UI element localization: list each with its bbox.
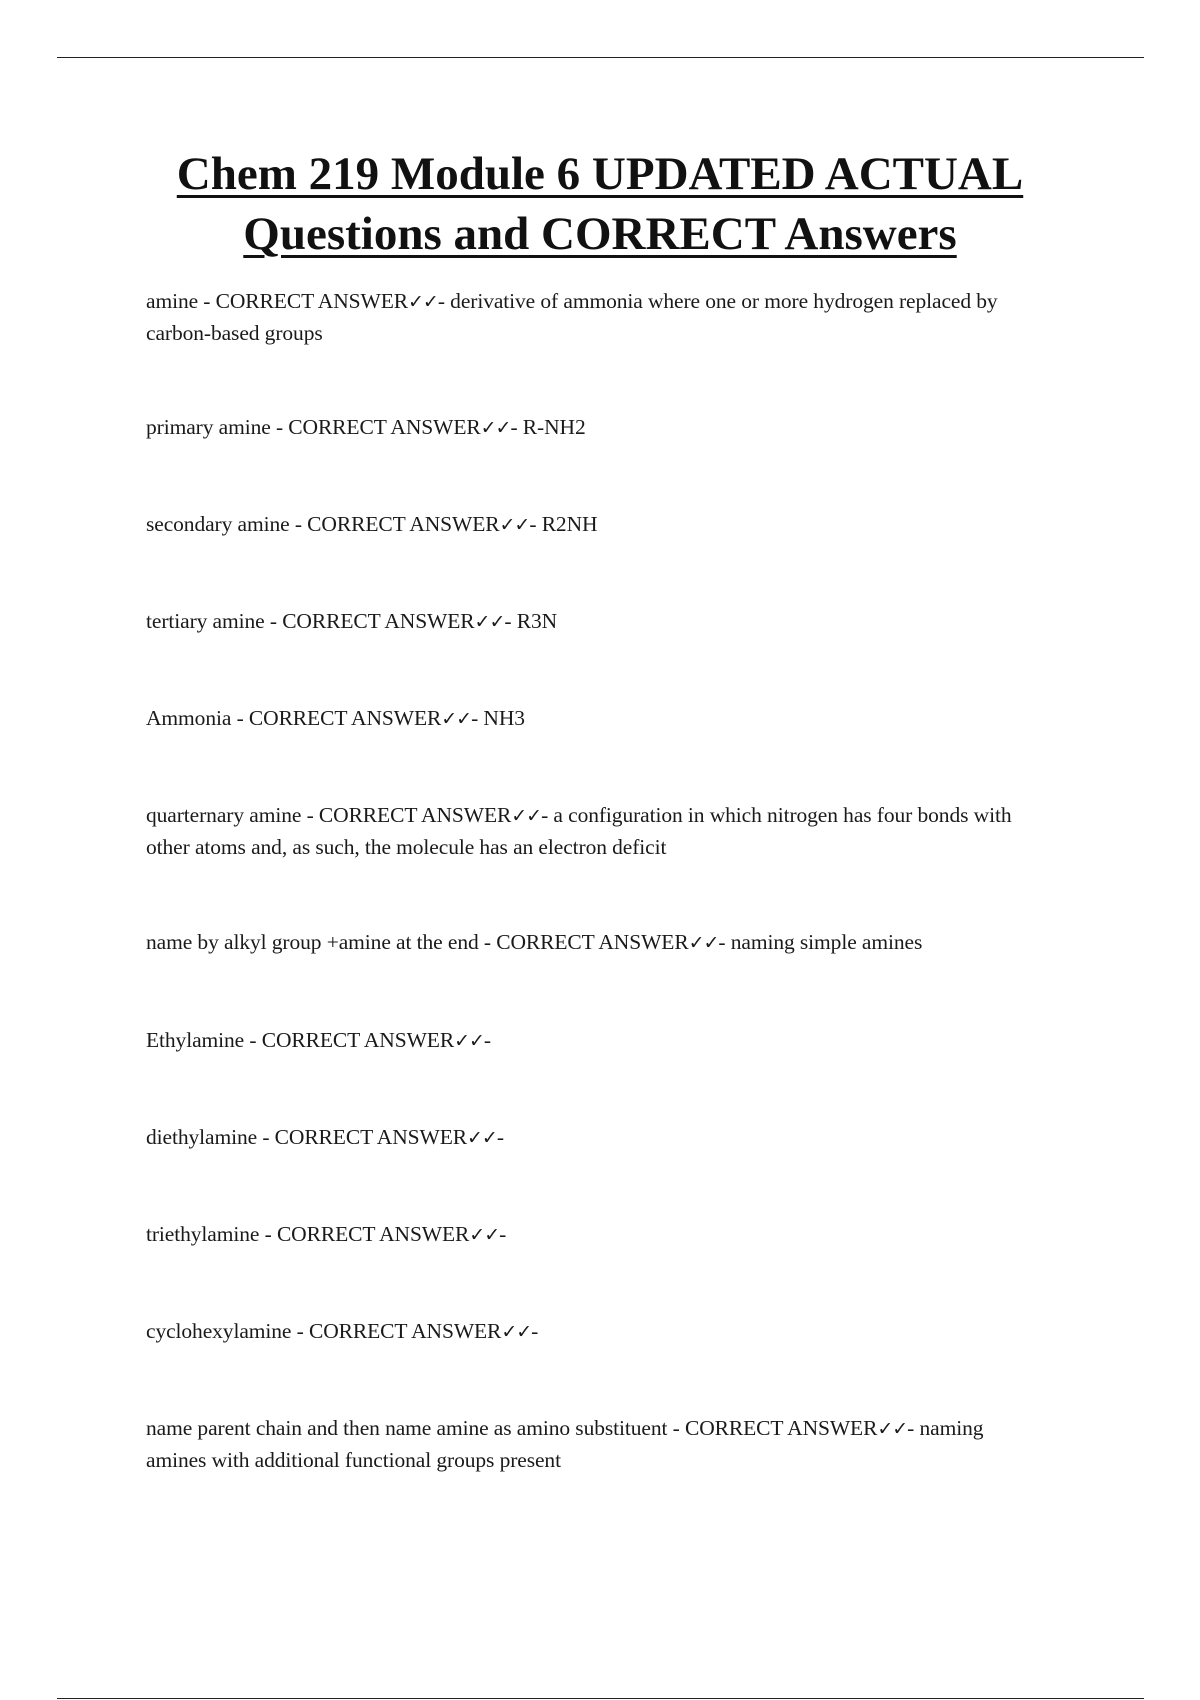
check-icon: ✓✓	[469, 1224, 500, 1246]
entry-answer: - a configuration in which nitrogen has four bonds with other atoms and, as such, the molecule has an electron deficit	[146, 803, 1012, 859]
entry-term: triethylamine - CORRECT ANSWER	[146, 1222, 470, 1246]
qa-entry-primary-amine	[146, 412, 1046, 444]
entry-term: diethylamine - CORRECT ANSWER	[146, 1125, 467, 1149]
title-line-2: Questions and CORRECT Answers	[243, 208, 957, 260]
check-icon: ✓✓	[877, 1418, 908, 1440]
entry-answer: -	[531, 1319, 539, 1343]
qa-entry-ethylamine	[146, 1025, 1046, 1057]
entry-answer: - naming simple amines	[718, 930, 923, 954]
qa-entry-quarternary-amine	[146, 800, 1046, 863]
document-title	[100, 144, 1100, 264]
check-icon: ✓✓	[499, 514, 530, 536]
entry-answer: - NH3	[471, 706, 525, 730]
check-icon: ✓✓	[474, 611, 505, 633]
entry-term: name parent chain and then name amine as amino substituent - CORRECT ANSWER	[146, 1416, 878, 1440]
check-icon: ✓✓	[501, 1321, 532, 1343]
qa-entry-cyclohexylamine	[146, 1316, 1046, 1348]
title-line-1: Chem 219 Module 6 UPDATED ACTUAL	[176, 148, 1024, 200]
top-rule	[57, 57, 1144, 58]
entry-answer: - R2NH	[529, 512, 598, 536]
entry-answer: - naming amines with additional functional groups present	[146, 1416, 984, 1472]
qa-entry-naming-simple-amines	[146, 927, 1046, 959]
bottom-rule	[57, 1698, 1144, 1699]
entry-answer: -	[483, 1028, 491, 1052]
qa-entry-triethylamine	[146, 1219, 1046, 1251]
check-icon: ✓✓	[480, 417, 511, 439]
entry-term: secondary amine - CORRECT ANSWER	[146, 512, 500, 536]
entry-answer: - R3N	[504, 609, 558, 633]
check-icon: ✓✓	[454, 1030, 484, 1052]
qa-entry-ammonia	[146, 703, 1046, 735]
entry-term: tertiary amine - CORRECT ANSWER	[146, 609, 475, 633]
qa-entry-tertiary-amine	[146, 606, 1046, 638]
entry-term: amine - CORRECT ANSWER	[146, 289, 408, 313]
qa-entry-secondary-amine	[146, 509, 1046, 541]
entry-term: Ethylamine - CORRECT ANSWER	[146, 1028, 455, 1052]
qa-entry-diethylamine	[146, 1122, 1046, 1154]
entry-term: Ammonia - CORRECT ANSWER	[146, 706, 442, 730]
qa-entry-naming-functional-groups	[146, 1413, 1046, 1476]
qa-entry-amine	[146, 286, 1046, 349]
entry-term: primary amine - CORRECT ANSWER	[146, 415, 481, 439]
entry-answer: -	[496, 1125, 504, 1149]
check-icon: ✓✓	[688, 932, 719, 954]
entry-answer: -	[499, 1222, 507, 1246]
entry-answer: - derivative of ammonia where one or more hydrogen replaced by carbon-based groups	[146, 289, 998, 345]
check-icon: ✓✓	[467, 1127, 497, 1149]
entry-term: name by alkyl group +amine at the end - CORRECT ANSWER	[146, 930, 689, 954]
entry-answer: - R-NH2	[510, 415, 586, 439]
check-icon: ✓✓	[441, 708, 472, 730]
entry-term: cyclohexylamine - CORRECT ANSWER	[146, 1319, 502, 1343]
check-icon: ✓✓	[511, 805, 542, 827]
entry-term: quarternary amine - CORRECT ANSWER	[146, 803, 512, 827]
check-icon: ✓✓	[407, 291, 438, 313]
